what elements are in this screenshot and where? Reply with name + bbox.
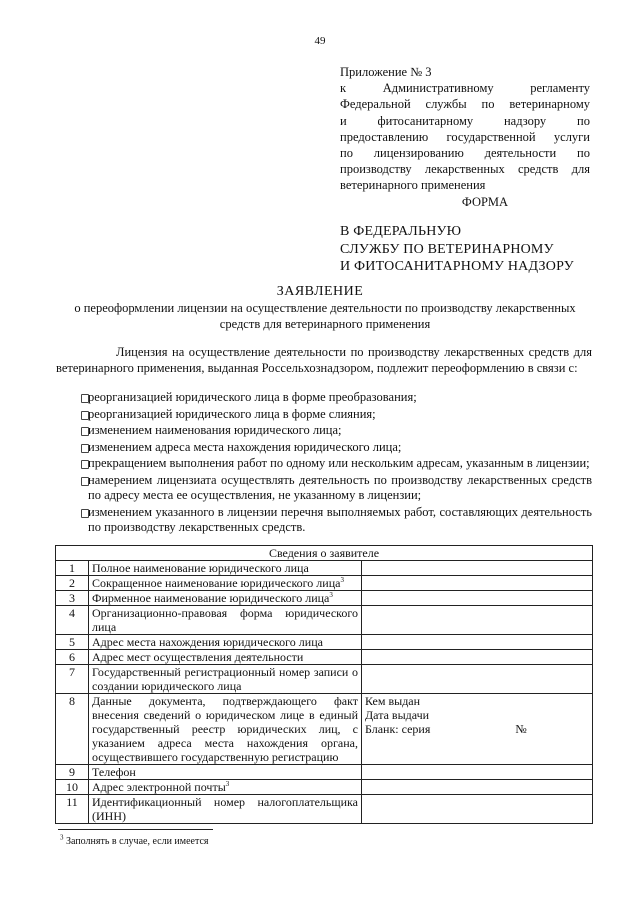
form-label: ФОРМА — [461, 194, 509, 209]
row-label — [89, 576, 362, 591]
appendix-title: Приложение № 3 — [340, 65, 432, 79]
reason-item — [56, 423, 592, 439]
appendix-line: предоставлению государственной услуги — [340, 129, 590, 144]
appendix-line: и фитосанитарному надзору по — [340, 113, 590, 128]
table-row — [56, 561, 593, 576]
checkbox-icon[interactable] — [81, 444, 89, 453]
reason-item — [56, 440, 592, 456]
table-row — [56, 665, 593, 694]
appendix-line: к Административному регламенту — [340, 81, 590, 96]
table-row — [56, 650, 593, 665]
row-value-field[interactable] — [362, 650, 593, 665]
row-label-text: Адрес мест осуществления деятельности — [92, 650, 304, 664]
row-number: 8 — [56, 694, 89, 765]
row-label-text: Фирменное наименование юридического лица — [92, 591, 330, 605]
reason-text: изменением адреса места нахождения юридического лица; — [88, 439, 402, 454]
row-number: 9 — [56, 765, 89, 780]
reason-text: реорганизацией юридического лица в форме преобразования; — [88, 390, 417, 404]
footnote-ref: 3 — [225, 780, 230, 788]
page-number: 49 — [314, 35, 326, 47]
reason-text: изменением наименования юридического лица; — [88, 423, 342, 437]
appendix-line: производству лекарственных средств для — [340, 162, 590, 177]
checkbox-icon[interactable] — [81, 427, 89, 436]
row-label — [89, 780, 362, 795]
row-label-text: Государственный регистрационный номер записи о создании юридического лица — [92, 665, 358, 693]
addressee-line: СЛУЖБУ ПО ВЕТЕРИНАРНОМУ — [340, 241, 554, 257]
registration-document-field[interactable] — [362, 694, 593, 765]
row-label-text: Телефон — [92, 765, 136, 779]
row-label — [89, 765, 362, 780]
table-row — [56, 576, 593, 591]
row-number: 1 — [56, 561, 89, 576]
table-caption-row — [56, 546, 593, 561]
row-number: 10 — [56, 780, 89, 795]
footnote-divider — [58, 829, 213, 830]
row-label — [89, 635, 362, 650]
table-row — [56, 795, 593, 824]
reason-item — [56, 407, 592, 423]
row-label-text: Идентификационный номер налогоплательщика (ИНН) — [92, 795, 358, 823]
issue-date-label: Дата выдачи — [365, 708, 430, 722]
reason-item — [56, 473, 592, 504]
table-row — [56, 780, 593, 795]
row-value-field[interactable] — [362, 635, 593, 650]
reason-text: реорганизацией юридического лица в форме слияния; — [88, 406, 376, 421]
form-series-line — [365, 722, 589, 736]
table-row — [56, 694, 593, 765]
document-title: ЗАЯВЛЕНИЕ — [276, 284, 364, 299]
row-number: 7 — [56, 665, 89, 694]
footnote — [60, 833, 209, 847]
reasons-list — [56, 390, 592, 537]
row-label-text: Сокращенное наименование юридического лица — [92, 576, 341, 590]
row-label — [89, 795, 362, 824]
reason-text: изменением указанного в лицензии перечня выполняемых работ, составляющих деятельность по производству лекарственных средств. — [88, 504, 592, 534]
intro-paragraph — [56, 345, 592, 376]
issued-by-label: Кем выдан — [365, 694, 421, 708]
row-value-field[interactable] — [362, 780, 593, 795]
reason-item — [56, 456, 592, 472]
document-subtitle: о переоформлении лицензии на осуществление деятельности по производству лекарственных средств для ветеринарного применения — [74, 301, 576, 331]
row-label — [89, 650, 362, 665]
row-value-field[interactable] — [362, 561, 593, 576]
appendix-line: по лицензированию деятельности по — [340, 146, 590, 161]
intro-text: Лицензия на осуществление деятельности по производству лекарственных средств для ветеринарного применения, выданная Россельхознадзором, подлежит переоформлению в связи с: — [56, 345, 592, 375]
table-caption: Сведения о заявителе — [56, 546, 593, 561]
table-row — [56, 606, 593, 635]
addressee-line: В ФЕДЕРАЛЬНУЮ — [340, 224, 462, 239]
row-label — [89, 606, 362, 635]
number-sign-label: № — [515, 722, 527, 736]
row-label — [89, 694, 362, 765]
appendix-line: Федеральной службы по ветеринарному — [340, 97, 590, 112]
addressee-block — [340, 223, 574, 276]
row-value-field[interactable] — [362, 765, 593, 780]
footnote-mark: 3 — [60, 833, 64, 842]
appendix-line: ветеринарного применения — [340, 178, 486, 193]
row-number: 5 — [56, 635, 89, 650]
row-number: 3 — [56, 591, 89, 606]
addressee-line: И ФИТОСАНИТАРНОМУ НАДЗОРУ — [340, 259, 574, 274]
reason-item — [56, 390, 592, 406]
row-value-field[interactable] — [362, 606, 593, 635]
row-number: 6 — [56, 650, 89, 665]
row-value-field[interactable] — [362, 665, 593, 694]
row-label-text: Организационно-правовая форма юридического лица — [92, 606, 358, 634]
reason-text: намерением лицензиата осуществлять деятельность по производству лекарственных средств по адресу места ее осуществления, не указанному в лицензии; — [88, 472, 592, 502]
checkbox-icon[interactable] — [81, 411, 89, 420]
row-value-field[interactable] — [362, 576, 593, 591]
reason-text: прекращением выполнения работ по одному или нескольким адресам, указанным в лицензии; — [88, 456, 590, 470]
row-label-text: Адрес электронной почты — [92, 780, 226, 794]
footnote-ref: 3 — [329, 591, 333, 599]
table-row — [56, 591, 593, 606]
reason-item — [56, 505, 592, 536]
footnote-text: Заполнять в случае, если имеется — [66, 836, 209, 847]
applicant-info-table — [55, 545, 593, 824]
row-value-field[interactable] — [362, 591, 593, 606]
row-label-text: Данные документа, подтверждающего факт внесения сведений о юридическом лице в единый государственный реестр юридических лиц, с указанием адреса места нахождения органа, осуществившего государственную регистрацию — [92, 694, 358, 764]
row-label — [89, 665, 362, 694]
row-number: 11 — [56, 795, 89, 824]
table-row — [56, 765, 593, 780]
row-value-field[interactable] — [362, 795, 593, 824]
row-number: 4 — [56, 606, 89, 635]
row-number: 2 — [56, 576, 89, 591]
checkbox-icon[interactable] — [81, 509, 89, 518]
row-label — [89, 591, 362, 606]
row-label — [89, 561, 362, 576]
appendix-header — [340, 64, 590, 210]
footnote-ref: 3 — [340, 576, 344, 584]
row-label-text: Адрес места нахождения юридического лица — [92, 635, 323, 649]
row-label-text: Полное наименование юридического лица — [92, 561, 309, 575]
checkbox-icon[interactable] — [81, 477, 89, 486]
form-series-label: Бланк: серия — [365, 722, 431, 736]
checkbox-icon[interactable] — [81, 394, 89, 403]
checkbox-icon[interactable] — [81, 460, 89, 469]
table-row — [56, 635, 593, 650]
